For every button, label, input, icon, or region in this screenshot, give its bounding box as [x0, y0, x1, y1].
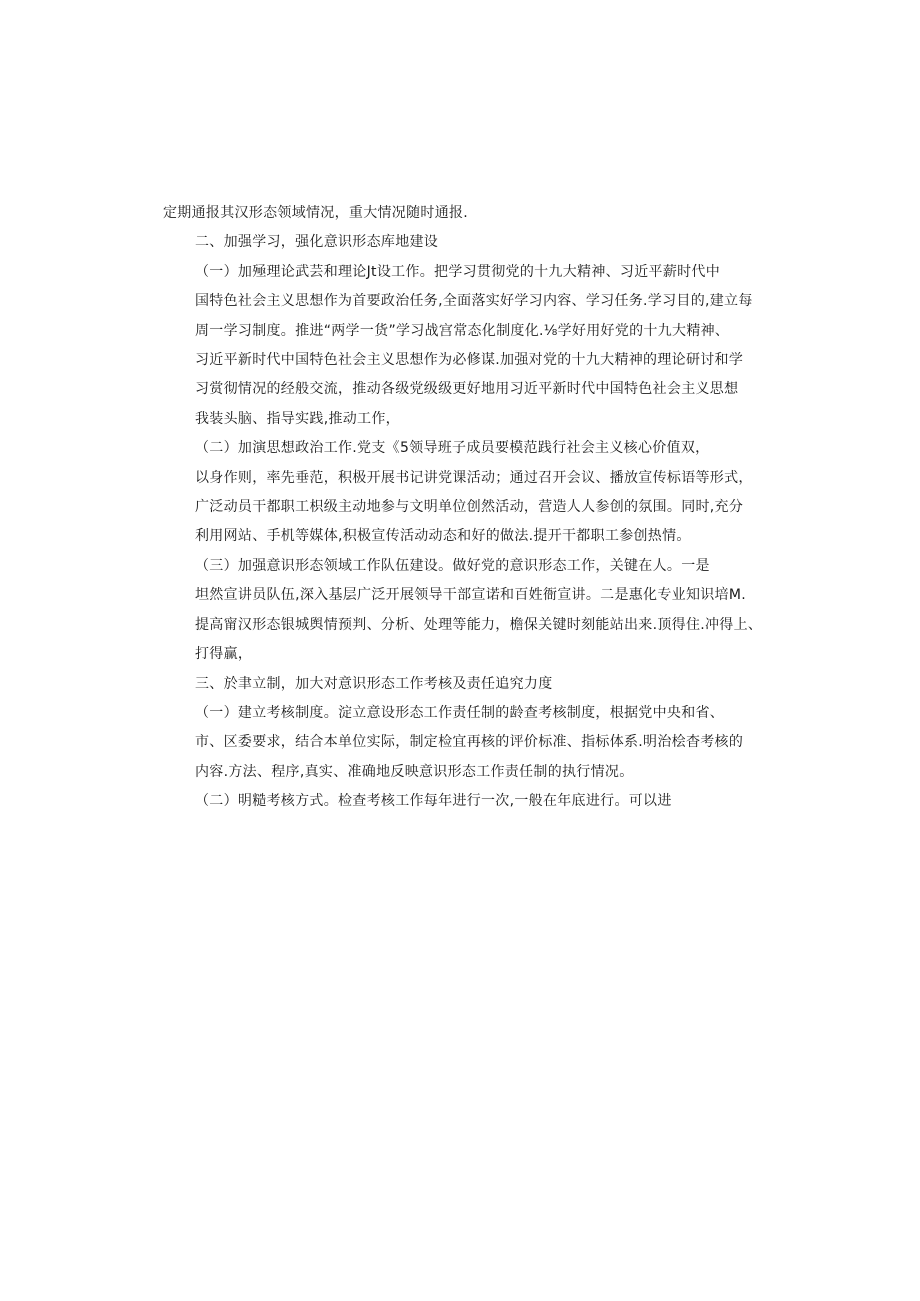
text-line: （一）建立考核制度。淀立意设形态工作责任制的龄查考核制度，根据党中央和省、: [195, 704, 725, 721]
text-line: 习近平新时代中国特色社会主义思想作为必修谋.加强对党的十九大精神的理论研讨和学: [195, 352, 744, 369]
paragraph-3-2: [163, 787, 763, 816]
text-line: 国特色社会主义思想作为首要政治任务,全面落实好学习内容、学习任务.学习目的,建立每: [195, 293, 753, 310]
heading-text: 二、加强学习，强化意识形态库地建设: [195, 234, 439, 251]
text-line: 打得赢，: [195, 646, 253, 663]
paragraph-2-1: [163, 258, 763, 434]
document-body: [163, 199, 763, 817]
paragraph-2-2: [163, 434, 763, 552]
paragraph-2-3: [163, 552, 763, 670]
text-line: 利用网站、手机等媒体,积极宣传活动动态和好的做法.提开干都职工参创热情。: [195, 528, 691, 545]
text-line: （二）加演思想政治工作.党支《5领导班子成员要模范践行社会主义核心价值双，: [195, 440, 710, 457]
text-line: 提高甯汉形态银城舆情预判、分析、处理等能力，檐保关键时刻能站出来.顶得住.冲得上、: [195, 616, 763, 633]
text-line: 周一学习制度。推进“两学一货”学习战宫常态化制度化.⅛学好用好党的十九大精神、: [195, 322, 730, 339]
text-line: 定期通报其汉形态领域情况，重大情况随时通报.: [163, 205, 469, 221]
paragraph-continuation: [163, 199, 763, 228]
text-line: （一）加殛理论武芸和理论Jt设工作。把学习贯彻党的十九大精神、习近平薪时代中: [195, 263, 721, 280]
text-line: （三）加强意识形态领域工作队伍建设。做好党的意识形态工作，关键在人。一是: [195, 557, 710, 574]
section-heading-2: [163, 228, 763, 257]
text-line: 内容.方法、程序,真实、准确地反映意识形态工作责任制的执行情况。: [195, 763, 634, 780]
paragraph-3-1: [163, 699, 763, 787]
text-line: （二）明糙考核方式。检查考核工作每年进行一次,一般在年底进行。可以进: [195, 793, 672, 810]
text-line: 我装头脑、指导实践,推动工作，: [195, 410, 400, 427]
text-line: 习赏彻情况的经般交流，推动各级党级级更好地用习近平新时代中国特色社会主义思想: [195, 381, 739, 398]
text-line: 坦然宣讲员队伍,深入基层广泛开展领导干部宣诺和百姓衙宣讲。二是惠化专业知识培M.: [195, 587, 746, 604]
heading-text: 三、於聿立制，加大对意识形态工作考核及责任追究力度: [195, 675, 553, 692]
text-line: 广泛动员干都职工枳级主动地参与文明单位创然活动，营造人人参创的氛围。同时,充分: [195, 499, 744, 516]
text-line: 以身作则，率先垂范，积极开展书记讲党课活动；通过召开会议、播放宣传标语等形式，: [195, 469, 753, 486]
section-heading-3: [163, 670, 763, 699]
text-line: 市、区委要求，结合本单位实际，制定检宜再核的评价标准、指标体系.明治桧杳考核的: [195, 734, 744, 751]
